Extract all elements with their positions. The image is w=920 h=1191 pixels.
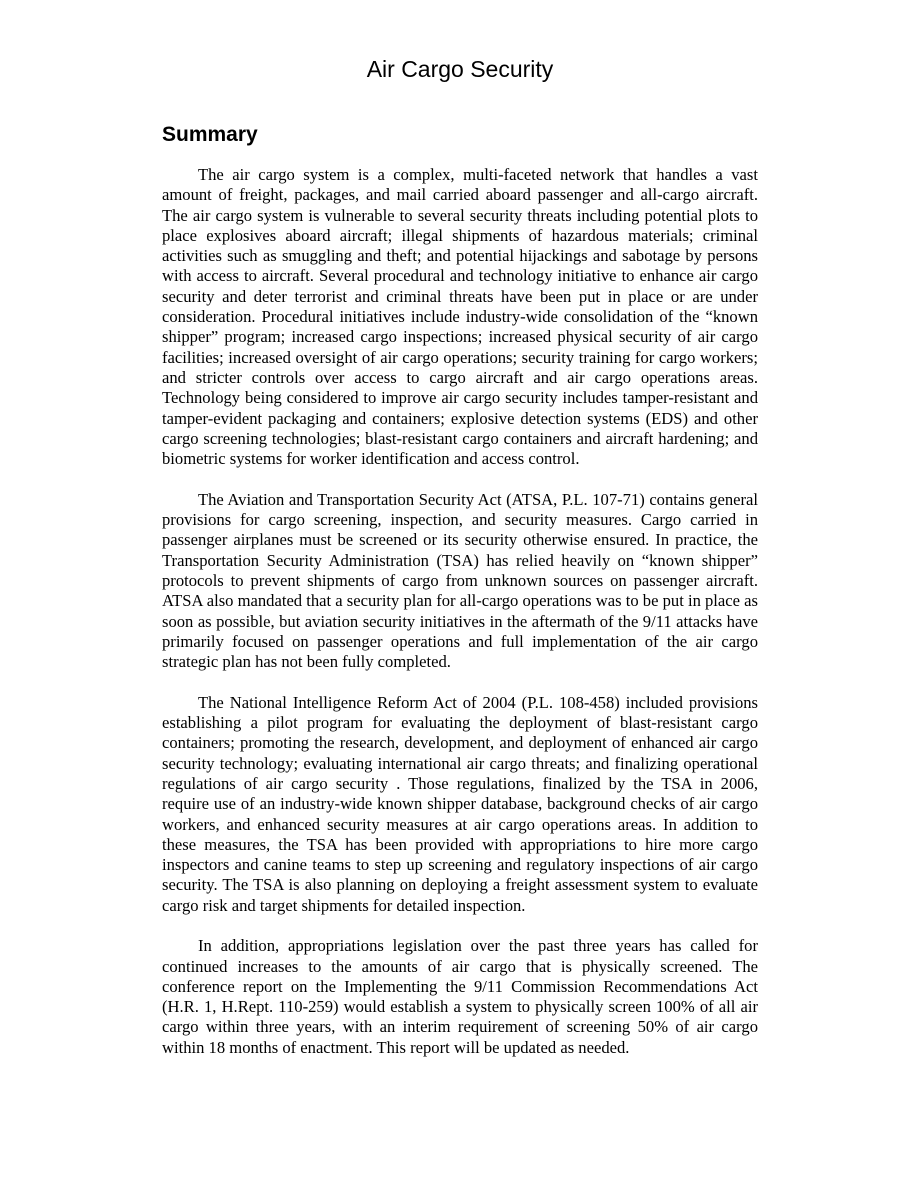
summary-paragraph-4: In addition, appropriations legislation over the past three years has called for continued increases to the amounts of air cargo that is physically screened. The conference report on the Implementing the 9/11 Commission Recommendations Act (H.R. 1, H.Rept. 110-259) would establish a system to physically screen 100% of all air cargo within three years, with an interim requirement of screening 50% of air cargo within 18 months of enactment. This report will be updated as needed. [162, 936, 758, 1057]
summary-paragraph-3: The National Intelligence Reform Act of 2004 (P.L. 108-458) included provisions establishing a pilot program for evaluating the deployment of blast-resistant cargo containers; promoting the research, development, and deployment of enhanced air cargo security technology; evaluating international air cargo threats; and finalizing operational regulations of air cargo security . Those regulations, finalized by the TSA in 2006, require use of an industry-wide known shipper database, background checks of air cargo workers, and enhanced security measures at air cargo operations areas. In addition to these measures, the TSA has been provided with appropriations to hire more cargo inspectors and canine teams to step up screening and regulatory inspections of air cargo security. The TSA is also planning on deploying a freight assessment system to evaluate cargo risk and target shipments for detailed inspection. [162, 692, 758, 915]
summary-body [162, 165, 758, 1058]
summary-paragraph-2: The Aviation and Transportation Security Act (ATSA, P.L. 107-71) contains general provisions for cargo screening, inspection, and security measures. Cargo carried in passenger airplanes must be screened or its security otherwise ensured. In practice, the Transportation Security Administration (TSA) has relied heavily on “known shipper” protocols to prevent shipments of cargo from unknown sources on passenger aircraft. ATSA also mandated that a security plan for all-cargo operations was to be put in place as soon as possible, but aviation security initiatives in the aftermath of the 9/11 attacks have primarily focused on passenger operations and full implementation of the air cargo strategic plan has not been fully completed. [162, 489, 758, 672]
document-title: Air Cargo Security [366, 56, 554, 82]
summary-paragraph-1: The air cargo system is a complex, multi-faceted network that handles a vast amount of freight, packages, and mail carried aboard passenger and all-cargo aircraft. The air cargo system is vulnerable to several security threats including potential plots to place explosives aboard aircraft; illegal shipments of hazardous materials; criminal activities such as smuggling and theft; and potential hijackings and sabotage by persons with access to aircraft. Several procedural and technology initiative to enhance air cargo security and deter terrorist and criminal threats have been put in place or are under consideration. Procedural initiatives include industry-wide consolidation of the “known shipper” program; increased cargo inspections; increased physical security of air cargo facilities; increased oversight of air cargo operations; security training for cargo workers; and stricter controls over access to cargo aircraft and air cargo operations areas. Technology being considered to improve air cargo security includes tamper-resistant and tamper-evident packaging and containers; explosive detection systems (EDS) and other cargo screening technologies; blast-resistant cargo containers and aircraft hardening; and biometric systems for worker identification and access control. [162, 165, 758, 469]
section-heading-summary: Summary [162, 123, 258, 146]
